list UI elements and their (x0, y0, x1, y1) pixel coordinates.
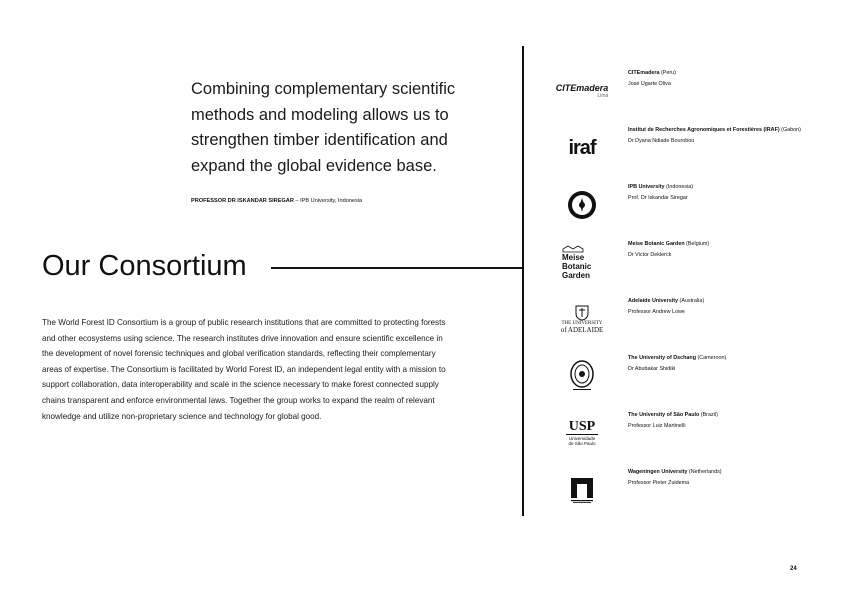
attribution-name: PROFESSOR DR ISKANDAR SIREGAR (191, 198, 294, 204)
member-person: Professor Pieter Zuidema (628, 479, 690, 486)
member-entry (540, 123, 830, 173)
member-entry (540, 408, 830, 458)
heading-rule (271, 267, 524, 269)
section-title: Our Consortium (42, 250, 247, 282)
consortium-description: The World Forest ID Consortium is a group of public research institutions that are committed to protecting forests and other ecosystems using science. The research institutes drive innovation and ensure scientific excellence in the development of novel forensic techniques and global verification standards, reflecting their complementary areas of expertise. The Consortium is facilitated by World Forest ID, an independent legal entity with a mission to support collaboration, data interoperability and scale in the science necessary to make forest connected supply chains transparent and enforce environmental laws. Together the group works to expand the realm of relevant knowledge and utilize non-proprietary science and technology for global good. (42, 318, 446, 421)
wageningen-logo-icon (540, 465, 624, 515)
member-entry (540, 66, 830, 116)
logo-text: Meise Botanic Garden (562, 252, 592, 280)
member-institution: Adelaide University (Australia) (628, 298, 705, 304)
logo-text: THE UNIVERSITY (561, 320, 603, 326)
quote-line: expand the global evidence base. (191, 156, 437, 175)
quote-line: Combining complementary scientific (191, 80, 456, 98)
quote-line: methods and modeling allows us to (191, 105, 449, 124)
member-person: Dr Victor Deklerck (628, 251, 672, 258)
logo-subtext: Lima (597, 93, 609, 99)
member-person: Dr Dyana Ndiade Bourobou (628, 137, 695, 144)
member-institution: Wageningen University (Netherlands) (628, 469, 722, 475)
member-person: Prof. Dr Iskandar Siregar (628, 194, 688, 201)
logo-text: iraf (568, 137, 596, 159)
meise-logo-icon (540, 237, 624, 287)
iraf-logo-icon (540, 123, 624, 173)
member-institution: Institut de Recherches Agronomiques et Forestières (IRAF) (Gabon) (628, 127, 801, 133)
logo-subtext: Universidade de São Paulo (568, 436, 596, 446)
logo-text: CITEmadera (555, 83, 609, 93)
member-entry (540, 180, 830, 230)
ipb-seal-logo-icon (540, 180, 624, 230)
member-institution: The University of São Paulo (Brazil) (628, 412, 718, 418)
member-institution: IPB University (Indonesia) (628, 184, 694, 190)
member-entry (540, 351, 830, 401)
page-number: 24 (790, 566, 797, 572)
member-person: Dr Abubakar Shidiki (628, 365, 676, 372)
member-person: Professor Andrew Lowe (628, 308, 685, 315)
member-entry (540, 465, 830, 515)
member-entry (540, 294, 830, 344)
logo-text: USP (566, 420, 598, 435)
quote-attribution (191, 198, 362, 204)
member-institution: CITEmadera (Peru) (628, 70, 676, 76)
member-person: José Ugarte Oliva (628, 80, 671, 87)
vertical-divider (522, 46, 524, 516)
member-entry (540, 237, 830, 287)
logo-subtext: of ADELAIDE (560, 325, 604, 334)
adelaide-crest-logo-icon (540, 294, 624, 344)
dschang-seal-logo-icon (540, 351, 624, 401)
usp-logo-icon (540, 408, 624, 458)
member-person: Professor Luiz Martinelli (628, 422, 686, 429)
pull-quote (191, 77, 491, 179)
member-institution: Meise Botanic Garden (Belgium) (628, 241, 710, 247)
quote-line: strengthen timber identification and (191, 131, 448, 149)
attribution-affiliation: – IPB University, Indonesia (293, 198, 363, 204)
citemadera-logo-icon (540, 66, 624, 116)
member-institution: The University of Dschang (Cameroon) (628, 355, 727, 361)
